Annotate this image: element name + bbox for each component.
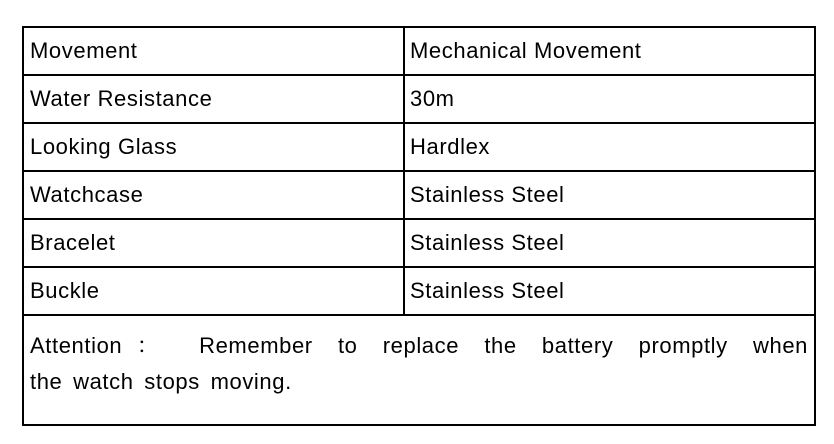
spec-label: Movement (24, 28, 405, 74)
table-row (24, 220, 814, 268)
spec-value: 30m (410, 86, 455, 111)
table-row (24, 172, 814, 220)
spec-value: Stainless Steel (410, 278, 565, 303)
spec-value: Mechanical Movement (410, 38, 642, 63)
spec-label: Water Resistance (24, 76, 405, 122)
watch-spec-table (22, 26, 816, 426)
table-row (24, 76, 814, 124)
attention-note-line: the watch stops moving. (30, 369, 292, 394)
spec-label: Watchcase (24, 172, 405, 218)
spec-value: Hardlex (410, 134, 491, 159)
spec-value: Stainless Steel (410, 230, 565, 255)
attention-note (24, 316, 814, 400)
table-row (24, 124, 814, 172)
table-row (24, 28, 814, 76)
attention-note-line: Attention： Remember to replace the battery promptly when (30, 333, 808, 358)
table-row (24, 268, 814, 316)
spec-value: Stainless Steel (410, 182, 565, 207)
spec-label: Buckle (24, 268, 405, 314)
spec-label: Looking Glass (24, 124, 405, 170)
spec-label: Bracelet (24, 220, 405, 266)
